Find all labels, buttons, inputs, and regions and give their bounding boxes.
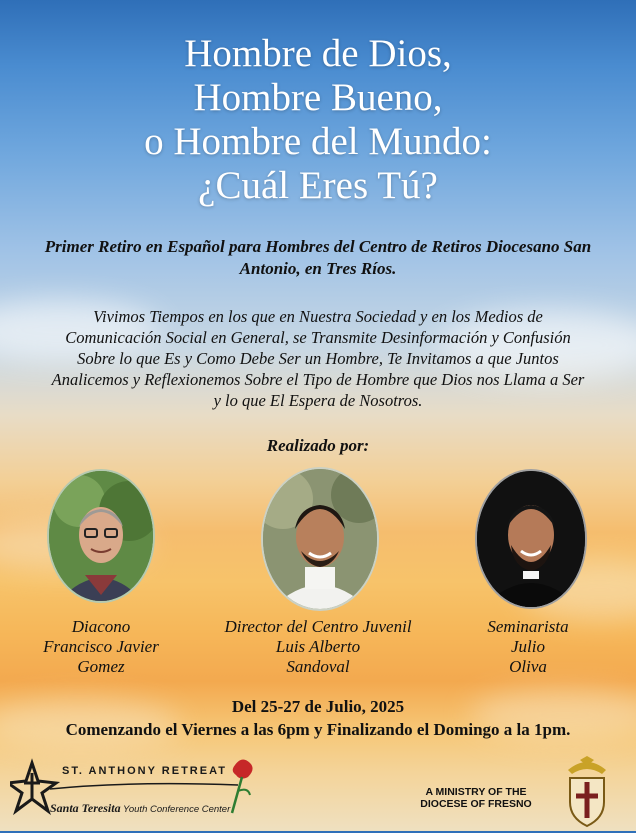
event-dates: Del 25-27 de Julio, 2025 [231,697,405,716]
presenter-role: Seminarista [487,617,569,636]
logo-subtitle-rest: Youth Conference Center [123,804,231,815]
intro-line: Vivimos Tiempos en los que en Nuestra Sociedad y en los Medios de [93,307,543,326]
presenter-role: Diacono [71,617,131,636]
ministry-line: DIOCESE OF FRESNO [420,798,532,810]
subtitle: Primer Retiro en Español para Hombres del Centro de Retiros Diocesano San Antonio, en Tres Ríos. [44,237,592,278]
title-line: Hombre Bueno, [193,76,443,119]
presenter-first-name: Luis Alberto [275,637,361,656]
presenter-name-director [200,617,436,677]
intro-text [0,306,636,411]
title-line: Hombre de Dios, [184,32,452,75]
presenter-first-name: Julio [511,637,545,656]
presenter-last-name: Gomez [77,657,125,676]
presenter-photo-director [261,467,379,611]
logo-subtitle-main: Santa Teresita [50,801,121,815]
intro-line: y lo que El Espera de Nosotros. [213,391,423,410]
intro-line: Sobre lo que Es y Como Debe Ser un Hombre, Te Invitamos a que Juntos [77,349,559,368]
title-line: o Hombre del Mundo: [144,120,492,163]
intro-line: Analicemos y Reflexionemos Sobre el Tipo de Hombre que Dios nos Llama a Ser [51,370,585,389]
presenter-last-name: Oliva [509,657,547,676]
ministry-line: A MINISTRY OF THE [425,786,527,798]
diocese-ministry-text [396,786,556,810]
presented-by-heading: Realizado por: [266,436,370,455]
intro-line: Comunicación Social en General, se Transmite Desinformación y Confusión [65,328,571,347]
page-title [0,32,636,208]
logo-name: ST. ANTHONY RETREAT [62,765,227,777]
presenter-role: Director del Centro Juvenil [224,617,412,636]
presenter-first-name: Francisco Javier [43,637,159,656]
presenter-name-deacon [6,617,196,677]
diocese-crest-icon [558,756,616,828]
logo-subtitle [50,801,230,816]
presenter-last-name: Sandoval [286,657,350,676]
presenter-name-seminarian [440,617,616,677]
title-line: ¿Cuál Eres Tú? [198,164,438,207]
event-schedule: Comenzando el Viernes a las 6pm y Finalizando el Domingo a la 1pm. [65,720,571,739]
st-anthony-retreat-logo [10,755,260,825]
presenter-photo-deacon [47,469,155,603]
presenter-photo-seminarian [475,469,587,609]
